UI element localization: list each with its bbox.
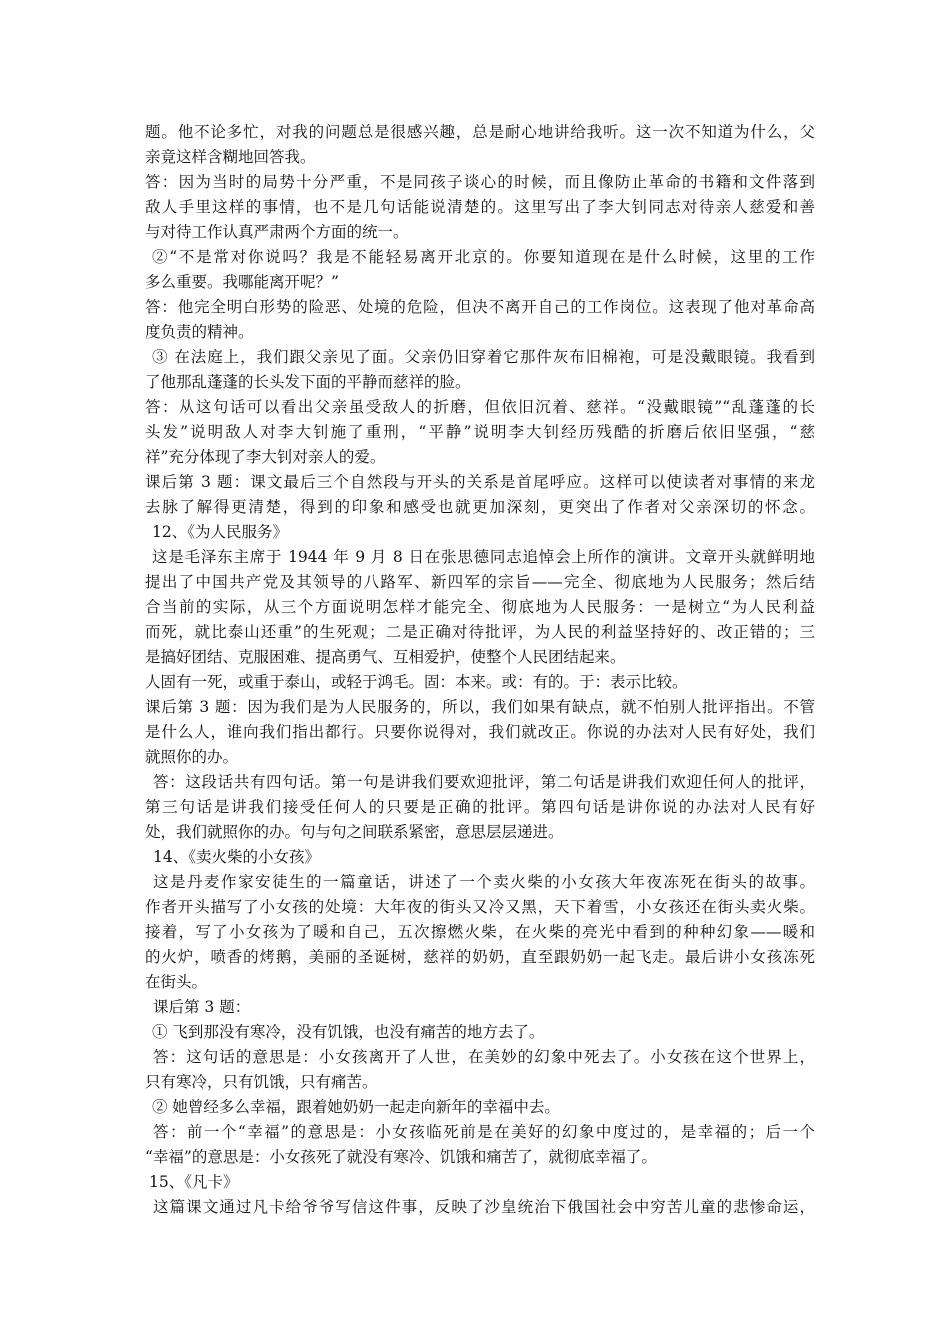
text-line: 只有寒冷，只有饥饿，只有痛苦。: [145, 1073, 378, 1091]
text-line: 敌人手里这样的事情，也不是几句话能说清楚的。这里写出了李大钊同志对待亲人慈爱和善: [145, 198, 815, 216]
text-line: 15、《凡卡》: [149, 1173, 239, 1191]
text-line: 题。他不论多忙，对我的问题总是很感兴趣，总是耐心地讲给我听。这一次不知道为什么，父: [145, 123, 815, 141]
text-line: 答：这段话共有四句话。第一句是讲我们要欢迎批评，第二句话是讲我们欢迎任何人的批评，: [153, 773, 815, 791]
text-line: 这篇课文通过凡卡给爷爷写信这件事，反映了沙皇统治下俄国社会中穷苦儿童的悲惨命运，: [153, 1198, 815, 1216]
text-line: ③ 在法庭上，我们跟父亲见了面。父亲仍旧穿着它那件灰布旧棉袍，可是没戴眼镜。我看到: [152, 348, 815, 366]
text-line: 课后第 3 题：课文最后三个自然段与开头的关系是首尾呼应。这样可以使读者对事情的来龙: [145, 473, 815, 491]
text-line: 了他那乱蓬蓬的长头发下面的平静而慈祥的脸。: [145, 373, 471, 391]
text-line: ②“不是常对你说吗？我是不能轻易离开北京的。你要知道现在是什么时候，这里的工作: [152, 248, 815, 266]
text-line: 是什么人，谁向我们指出都行。只要你说得对，我们就改正。你说的办法对人民有好处，我们: [145, 723, 815, 741]
text-line: 处，我们就照你的办。句与句之间联系紧密，意思层层递进。: [145, 823, 564, 841]
text-line: 答：这句话的意思是：小女孩离开了人世，在美妙的幻象中死去了。小女孩在这个世界上，: [153, 1048, 815, 1066]
text-line: 答：他完全明白形势的险恶、处境的危险，但决不离开自己的工作岗位。这表现了他对革命高: [145, 298, 815, 316]
text-line: 而死，就比泰山还重”的生死观；二是正确对待批评，为人民的利益坚持好的、改正错的；三: [145, 623, 815, 641]
text-line: ② 她曾经多么幸福，跟着她奶奶一起走向新年的幸福中去。: [152, 1098, 560, 1116]
text-line: 就照你的办。: [145, 748, 239, 766]
text-line: 度负责的精神。: [145, 323, 254, 341]
text-line: 作者开头描写了小女孩的处境：大年夜的街头又冷又黑，天下着雪，小女孩还在街头卖火柴。: [145, 898, 815, 916]
text-line: 在街头。: [145, 973, 208, 991]
text-line: 接着，写了小女孩为了暖和自己，五次擦燃火柴，在火柴的亮光中看到的种种幻象——暖和: [145, 923, 815, 941]
text-line: ① 飞到那没有寒冷，没有饥饿，也没有痛苦的地方去了。: [152, 1023, 545, 1041]
text-line: 这是毛泽东主席于 1944 年 9 月 8 日在张思德同志追悼会上所作的演讲。文章开头就鲜明地: [152, 548, 815, 566]
text-line: “幸福”的意思是：小女孩死了就没有寒冷、饥饿和痛苦了，就彻底幸福了。: [145, 1148, 657, 1166]
text-line: 答：因为当时的局势十分严重，不是同孩子谈心的时候，而且像防止革命的书籍和文件落到: [145, 173, 815, 191]
text-line: 答：前一个“幸福”的意思是：小女孩临死前是在美好的幻象中度过的，是幸福的；后一个: [153, 1123, 815, 1141]
text-line: 合当前的实际，从三个方面说明怎样才能完全、彻底地为人民服务：一是树立“为人民利益: [145, 598, 815, 616]
text-line: 多么重要。我哪能离开呢？”: [145, 273, 339, 291]
text-line: 第三句话是讲我们接受任何人的只要是正确的批评。第四句话是讲你说的办法对人民有好: [145, 798, 815, 816]
text-line: 与对待工作认真严肃两个方面的统一。: [145, 223, 409, 241]
text-line: 12、《为人民服务》: [152, 523, 288, 541]
text-line: 去脉了解得更清楚，得到的印象和感受也就更加深刻，更突出了作者对父亲深切的怀念。: [145, 498, 815, 516]
text-line: 是搞好团结、克服困难、提高勇气、互相爱护，使整个人民团结起来。: [145, 648, 626, 666]
text-line: 亲竟这样含糊地回答我。: [145, 148, 316, 166]
text-line: 头发”说明敌人对李大钊施了重刑，“平静”说明李大钊经历残酷的折磨后依旧坚强，“慈: [145, 423, 815, 441]
text-line: 这是丹麦作家安徒生的一篇童话，讲述了一个卖火柴的小女孩大年夜冻死在街头的故事。: [153, 873, 815, 891]
text-line: 祥”充分体现了李大钊对亲人的爱。: [145, 448, 386, 466]
text-line: 人固有一死，或重于泰山，或轻于鸿毛。固：本来。或：有的。于：表示比较。: [145, 673, 688, 691]
document-page: [145, 120, 815, 1220]
text-line: 14、《卖火柴的小女孩》: [153, 848, 320, 866]
text-line: 课后第 3 题：: [153, 998, 251, 1016]
text-line: 答：从这句话可以看出父亲虽受敌人的折磨，但依旧沉着、慈祥。“没戴眼镜”“乱蓬蓬的长: [145, 398, 815, 416]
text-line: 课后第 3 题：因为我们是为人民服务的，所以，我们如果有缺点，就不怕别人批评指出。不管: [145, 698, 815, 716]
text-line: 提出了中国共产党及其领导的八路军、新四军的宗旨——完全、彻底地为人民服务；然后结: [145, 573, 815, 591]
text-line: 的火炉，喷香的烤鹅，美丽的圣诞树，慈祥的奶奶，直至跟奶奶一起飞走。最后讲小女孩冻死: [145, 948, 815, 966]
